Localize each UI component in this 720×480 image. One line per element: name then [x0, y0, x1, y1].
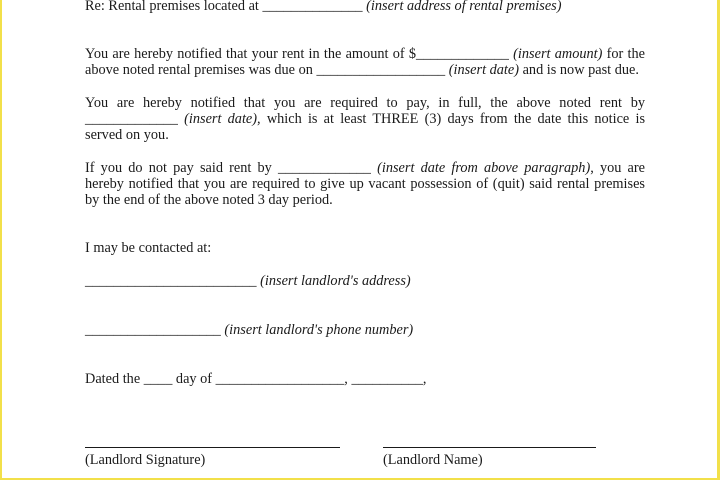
- para2-l1-text: You are hereby notified that you are required to pay, in full, the above noted rent by: [85, 95, 645, 111]
- phone-hint: (insert landlord's phone number): [224, 322, 414, 338]
- address-hint: (insert landlord's address): [260, 273, 411, 289]
- para2-line1: [85, 95, 645, 111]
- para2-line2: [85, 111, 645, 127]
- para2-line3: [85, 127, 645, 143]
- para2-l2-hint: (insert date): [184, 111, 258, 127]
- para1-l1-hint: (insert amount): [513, 46, 603, 62]
- phone-line: [85, 322, 645, 338]
- para3-line2: [85, 176, 645, 192]
- signature-label: (Landlord Signature): [85, 452, 206, 468]
- name-rule: [383, 447, 596, 448]
- para1-l1-text: You are hereby notified that your rent in the amount of $_____________: [85, 46, 509, 62]
- re-line: [85, 0, 645, 14]
- dated-text: Dated the ____ day of __________________, __________,: [85, 371, 427, 387]
- address-blank: ________________________: [85, 273, 257, 289]
- para3-l2-text: hereby notified that you are required to give up vacant possession of (quit) said rental premises: [85, 176, 645, 192]
- para2-l2-tail: , which is at least THREE (3) days from the date this notice is: [257, 111, 646, 127]
- para1-line1: [85, 46, 645, 62]
- para3-line3: [85, 192, 645, 208]
- para2-l2-blank: _____________: [85, 111, 178, 127]
- name-label: (Landlord Name): [383, 452, 483, 468]
- re-hint: (insert address of rental premises): [366, 0, 562, 14]
- para2-l3-text: served on you.: [85, 127, 169, 143]
- notice-page: [2, 0, 717, 478]
- para1-l2-text: above noted rental premises was due on __________________: [85, 62, 446, 78]
- re-text: Re: Rental premises located at ______________: [85, 0, 363, 14]
- para1-l2-hint: (insert date): [448, 62, 519, 78]
- para3-line1: [85, 160, 645, 176]
- address-line: [85, 273, 645, 289]
- para3-l3-text: by the end of the above noted 3 day period.: [85, 192, 333, 208]
- para3-l1-hint: (insert date from above paragraph): [377, 160, 591, 176]
- para1-l1-tail: for the: [606, 46, 646, 62]
- para3-l1-tail: , you are: [590, 160, 646, 176]
- para1-line2: [85, 62, 645, 78]
- phone-blank: ___________________: [85, 322, 221, 338]
- signature-rule: [85, 447, 340, 448]
- para1-l2-tail: and is now past due.: [522, 62, 639, 78]
- contact-intro: [85, 240, 645, 256]
- dated-line: [85, 371, 645, 387]
- contact-intro-text: I may be contacted at:: [85, 240, 212, 256]
- para3-l1-text: If you do not pay said rent by _____________: [85, 160, 371, 176]
